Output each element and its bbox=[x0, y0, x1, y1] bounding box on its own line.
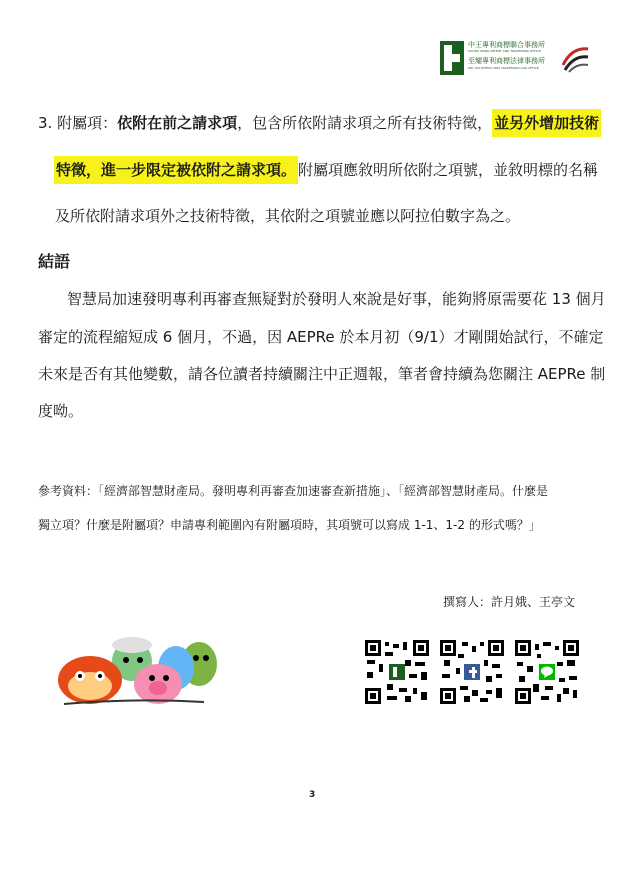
reference-line2: 獨立項？什麼是附屬項？申請專利範圍內有附屬項時，其項號可以寫成 1-1、1-2 的形式嗎？」 bbox=[38, 518, 541, 532]
highlight-b: 特徵，進一步限定被依附之請求項。 bbox=[54, 156, 298, 184]
item3-line2 bbox=[54, 159, 598, 181]
item-text-b: 附屬項應敘明所依附之項號，並敘明標的名稱 bbox=[298, 161, 599, 179]
item3-line1 bbox=[38, 112, 601, 134]
highlight-a: 並另外增加技術 bbox=[492, 109, 601, 137]
page-number: 3 bbox=[309, 790, 316, 800]
mascot-illustration bbox=[54, 628, 219, 710]
firm-emblem-icon bbox=[440, 41, 464, 75]
conclusion-heading: 結語 bbox=[38, 252, 71, 271]
firm-name-2-en: ZHI YAO PATENT AND TRADEMARK LAW OFFICE bbox=[468, 66, 539, 70]
item-text-a: ，包含所依附請求項之所有技術特徵， bbox=[237, 114, 493, 132]
firm-name-1-en: CHUNG WANG PATENT AND TRADEMARK OFFICE bbox=[468, 49, 541, 53]
item3-line3: 及所依附請求項外之技術特徵，其依附之項號並應以阿拉伯數字為之。 bbox=[55, 207, 521, 225]
firm-name-1: 中王專利商標聯合事務所 bbox=[468, 41, 545, 49]
conclusion-line1: 智慧局加速發明專利再審查無疑對於發明人來說是好事，能夠將原需要花 13 個月 bbox=[67, 290, 606, 308]
qr-code-facebook[interactable] bbox=[440, 640, 504, 704]
firm-logo bbox=[440, 40, 590, 76]
firm-swirl-icon bbox=[560, 43, 590, 73]
author: 撰寫人：許月娥、王亭文 bbox=[443, 595, 576, 609]
conclusion-line4: 度呦。 bbox=[38, 402, 84, 420]
conclusion-line3: 未來是否有其他變數，請各位讀者持續關注中正週報，筆者會持續為您關注 AEPRe 制 bbox=[38, 365, 606, 383]
reference-line1: 參考資料：「經濟部智慧財產局。發明專利再審查加速審查新措施」、「經濟部智慧財產局。什麼是 bbox=[38, 484, 549, 498]
firm-name-2: 至耀專利商標法律事務所 bbox=[468, 57, 545, 65]
item-label: 附屬項： bbox=[57, 114, 118, 132]
qr-code-line[interactable] bbox=[515, 640, 579, 704]
conclusion-line2: 審定的流程縮短成 6 個月，不過，因 AEPRe 於本月初（9/1）才剛開始試行，不確定 bbox=[38, 328, 604, 346]
item-number: 3. bbox=[38, 114, 53, 132]
qr-code-website[interactable] bbox=[365, 640, 429, 704]
item-bold-phrase: 依附在前之請求項 bbox=[117, 114, 238, 132]
